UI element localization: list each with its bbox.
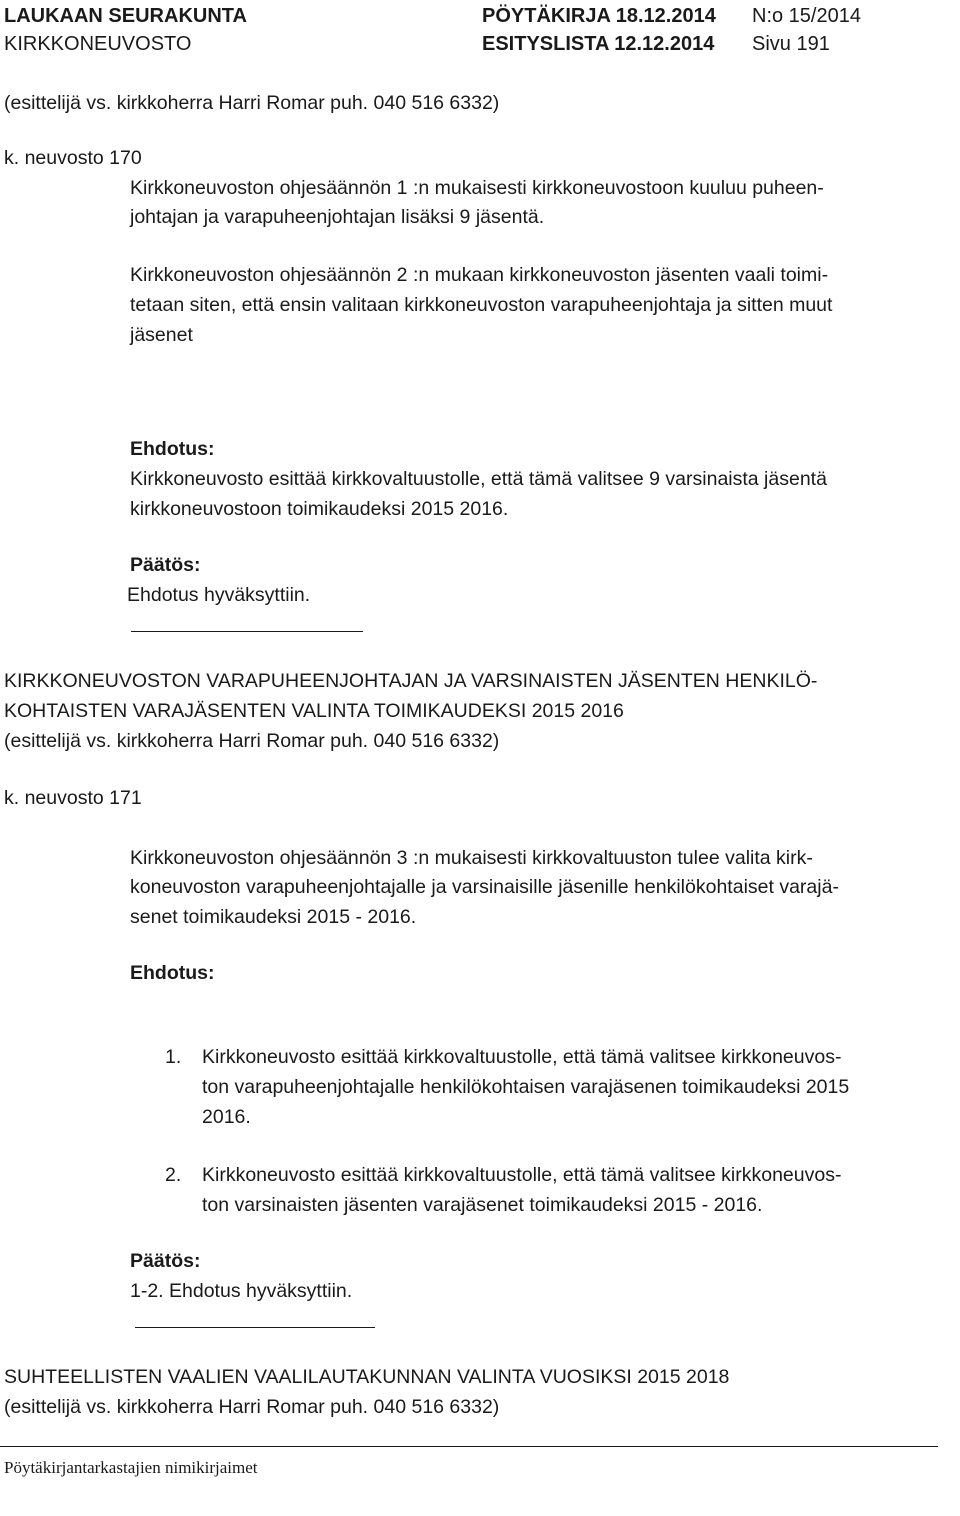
proposal-label: Ehdotus: [130,962,215,984]
section-ref: k. neuvosto 170 [4,147,142,169]
paragraph-line: Kirkkoneuvoston ohjesäännön 1 :n mukaisesti kirkkoneuvostoon kuuluu puheen- [130,177,824,199]
org-name: LAUKAAN SEURAKUNTA [4,5,247,27]
list-item-line: Kirkkoneuvosto esittää kirkkovaltuustolle, että tämä valitsee kirkkoneuvos- [202,1046,842,1068]
paragraph-line: johtajan ja varapuheenjohtajan lisäksi 9 jäsentä. [130,206,545,228]
presenter-line: (esittelijä vs. kirkkoherra Harri Romar puh. 040 516 6332) [4,1396,500,1418]
signatures-label: Pöytäkirjantarkastajien nimikirjaimet [4,1458,258,1477]
section-title-line: SUHTEELLISTEN VAALIEN VAALILAUTAKUNNAN VALINTA VUOSIKSI 2015 2018 [4,1366,730,1388]
paragraph-line: Kirkkoneuvoston ohjesäännön 3 :n mukaisesti kirkkovaltuuston tulee valita kirk- [130,847,813,869]
agenda-date: ESITYSLISTA 12.12.2014 [482,33,715,55]
paragraph-line: Kirkkoneuvoston ohjesäännön 2 :n mukaan kirkkoneuvoston jäsenten vaali toimi- [130,264,829,286]
list-item-line: ton varsinaisten jäsenten varajäsenet toimikaudeksi 2015 - 2016. [202,1194,763,1216]
proposal-line: kirkkoneuvostoon toimikaudeksi 2015 2016. [130,498,509,520]
decision-text: 1-2. Ehdotus hyväksyttiin. [130,1280,353,1302]
presenter-line: (esittelijä vs. kirkkoherra Harri Romar puh. 040 516 6332) [4,730,500,752]
paragraph-line: senet toimikaudeksi 2015 - 2016. [130,906,417,928]
paragraph-line: koneuvoston varapuheenjohtajalle ja varsinaisille jäsenille henkilökohtaiset varajä- [130,876,839,898]
section-title-line: KOHTAISTEN VARAJÄSENTEN VALINTA TOIMIKAUDEKSI 2015 2016 [4,700,624,722]
body-name: KIRKKONEUVOSTO [4,33,192,55]
minutes-number: N:o 15/2014 [752,5,861,27]
decision-label: Päätös: [130,554,201,576]
decision-text: Ehdotus hyväksyttiin. [127,584,311,606]
proposal-line: Kirkkoneuvosto esittää kirkkovaltuustolle, että tämä valitsee 9 varsinaista jäsentä [130,468,827,490]
page-number: Sivu 191 [752,33,830,55]
section-divider [131,631,363,632]
footer-divider [0,1446,938,1447]
list-item-number: 1. [165,1046,182,1068]
proposal-label: Ehdotus: [130,438,215,460]
list-item-number: 2. [165,1164,182,1186]
decision-label: Päätös: [130,1250,201,1272]
minutes-date: PÖYTÄKIRJA 18.12.2014 [482,5,716,27]
paragraph-line: jäsenet [130,324,193,346]
paragraph-line: tetaan siten, että ensin valitaan kirkkoneuvoston varapuheenjohtaja ja sitten muut [130,294,833,316]
list-item-line: 2016. [202,1106,251,1128]
section-ref: k. neuvosto 171 [4,787,142,809]
list-item-line: ton varapuheenjohtajalle henkilökohtaisen varajäsenen toimikaudeksi 2015 [202,1076,850,1098]
section-divider [135,1327,375,1328]
section-title-line: KIRKKONEUVOSTON VARAPUHEENJOHTAJAN JA VARSINAISTEN JÄSENTEN HENKILÖ- [4,670,818,692]
presenter-line: (esittelijä vs. kirkkoherra Harri Romar puh. 040 516 6332) [4,92,500,114]
list-item-line: Kirkkoneuvosto esittää kirkkovaltuustolle, että tämä valitsee kirkkoneuvos- [202,1164,842,1186]
